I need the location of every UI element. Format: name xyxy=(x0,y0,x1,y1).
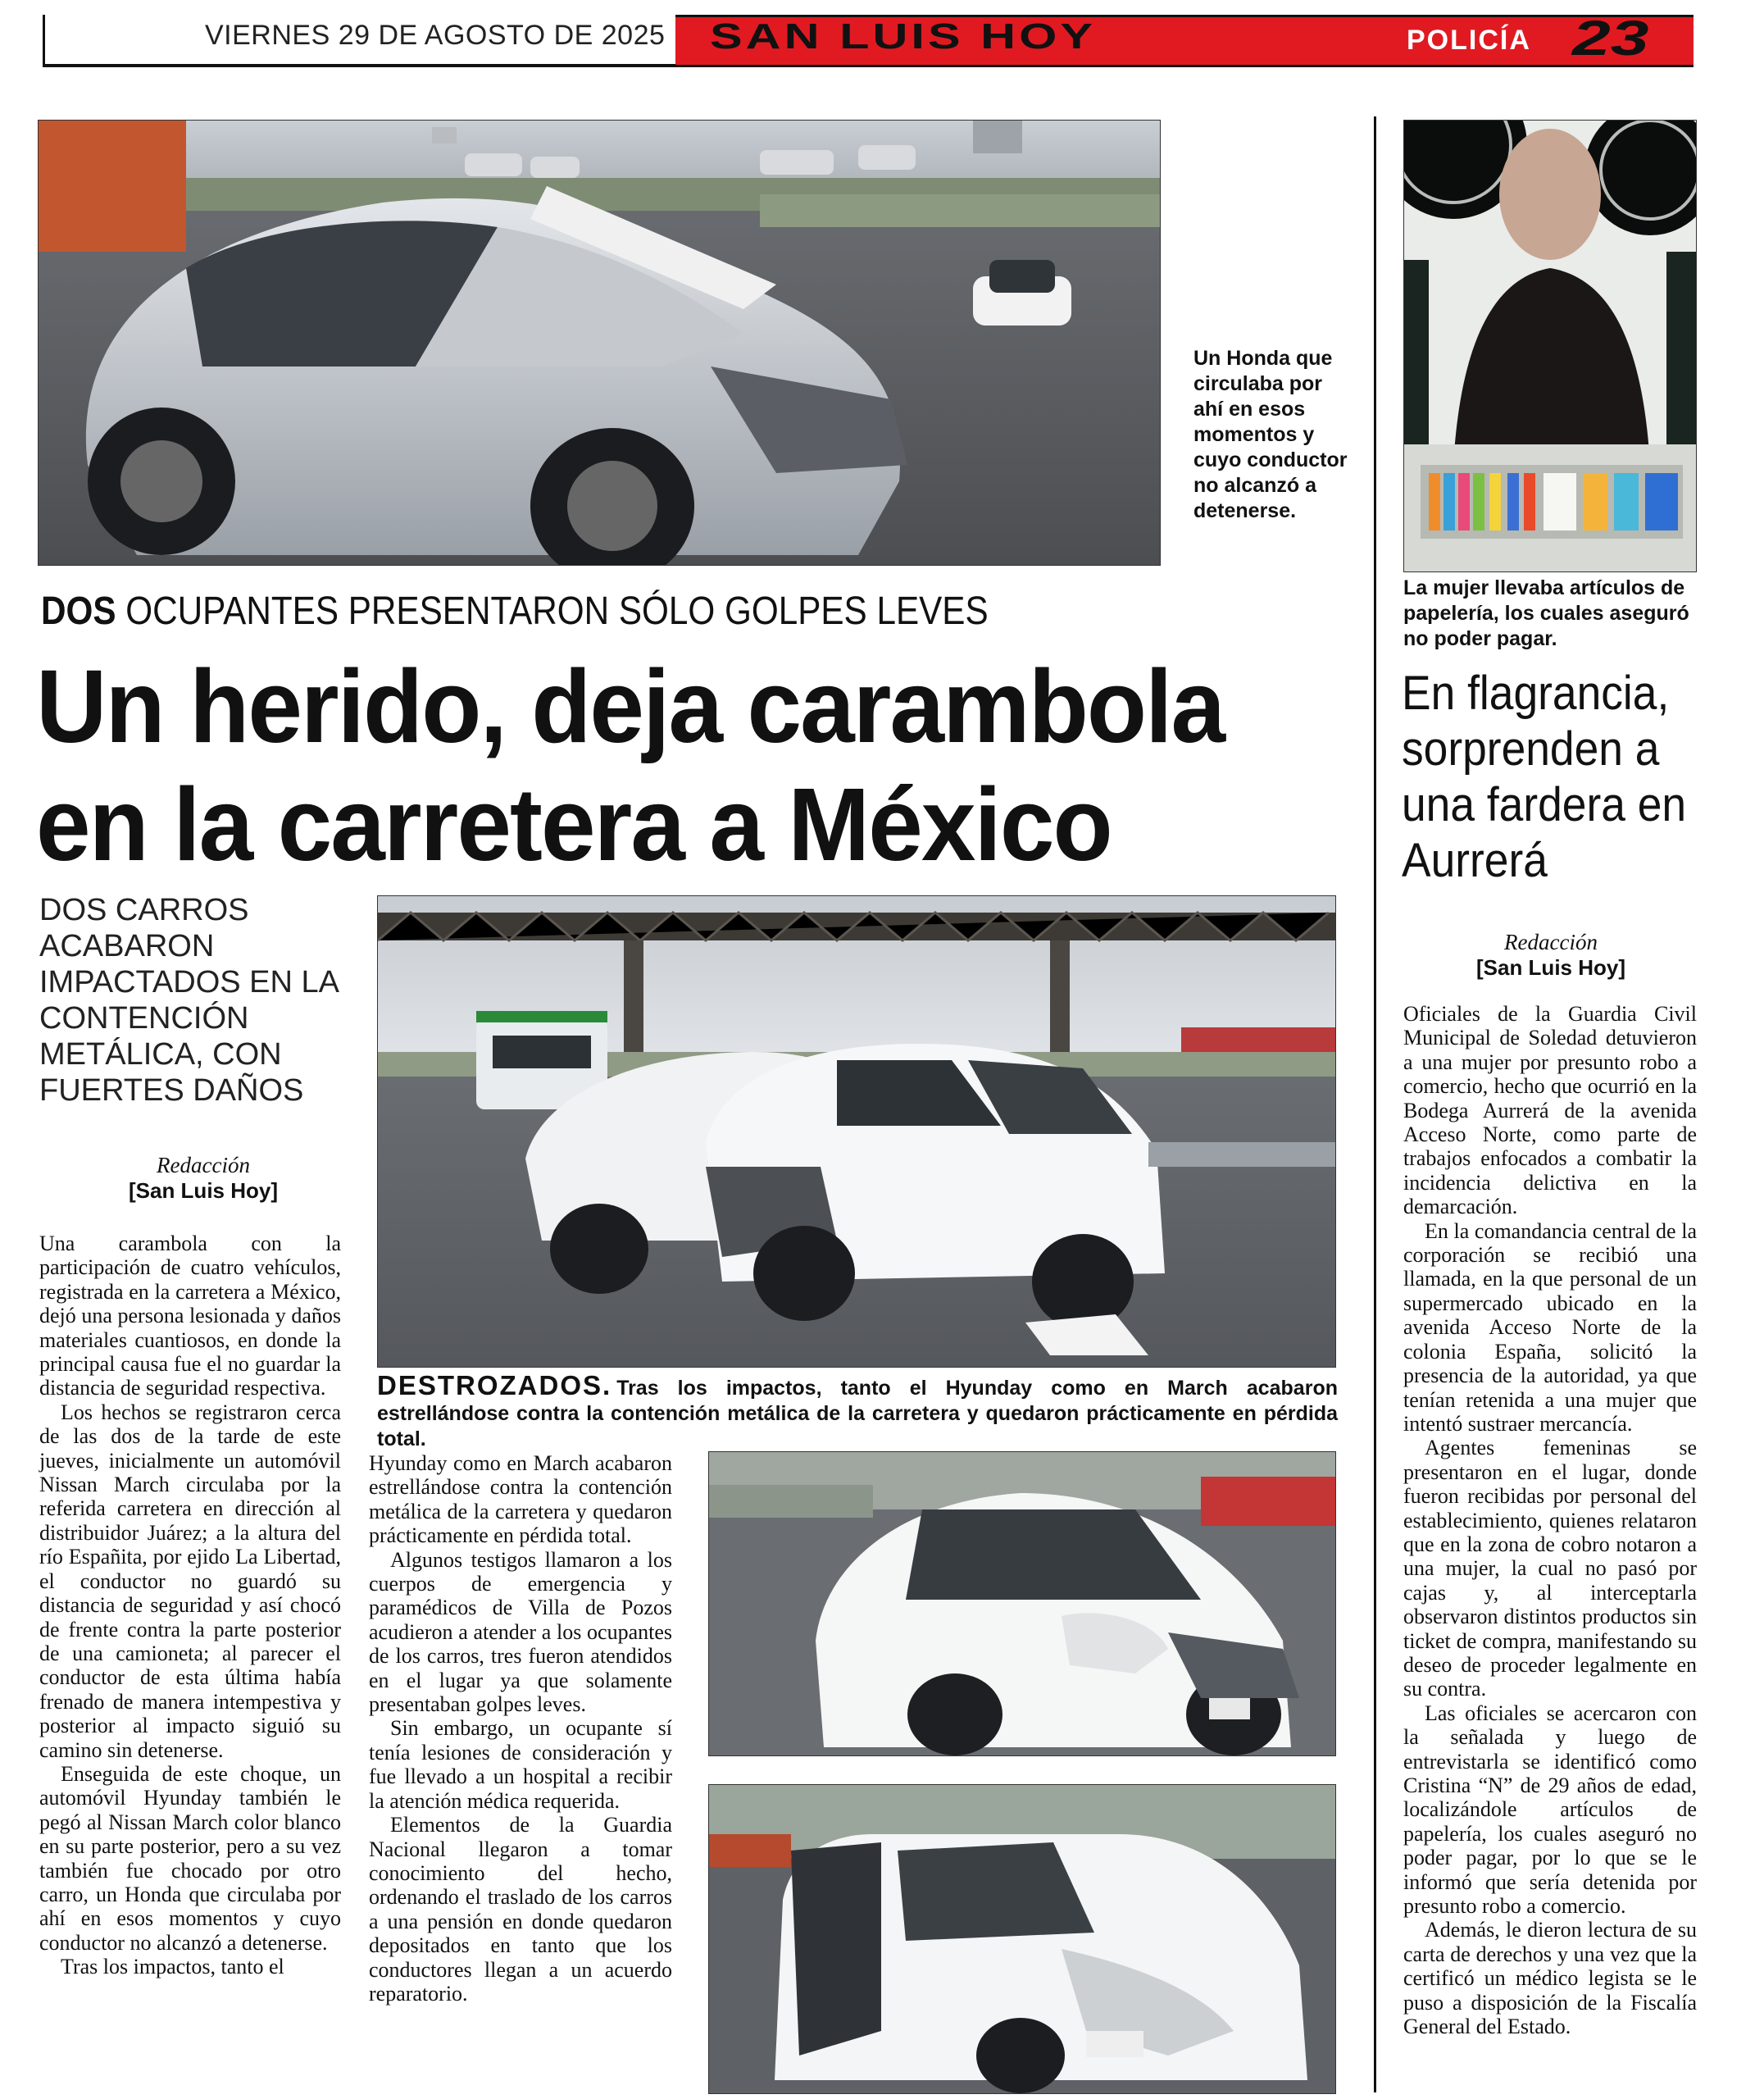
column-divider xyxy=(1374,116,1376,2092)
main-headline: Un herido, deja carambola en la carretera a México xyxy=(36,649,1225,882)
article-column-1 xyxy=(39,1232,341,1979)
byline-source: [San Luis Hoy] xyxy=(1475,955,1625,980)
paragraph: En la comandancia central de la corporación se recibió una llamada, en la que personal de un supermercado ubicado en la avenida Acceso Norte de la colonia España, solicitó la presencia de la autoridad, ya que tenían retenida a una mujer que intentó sustraer mercancía. xyxy=(1403,1218,1697,1436)
section-name: POLICÍA xyxy=(1407,25,1531,56)
story-deck: DOS CARROS ACABARON IMPACTADOS EN LA CONTENCIÓN METÁLICA, CON FUERTES DAÑOS xyxy=(39,893,338,1108)
byline xyxy=(39,1153,367,1204)
issue-date: VIERNES 29 DE AGOSTO DE 2025 xyxy=(205,20,666,51)
byline-name: Redacción xyxy=(157,1153,250,1177)
photo-destroyed-cars xyxy=(377,895,1336,1368)
byline-name: Redacción xyxy=(1504,930,1598,954)
caption-kicker: DESTROZADOS. xyxy=(377,1370,612,1400)
caption-text: Tras los impactos, tanto el Hyunday como en March acabaron estrellándose contra la contención metálica de la carretera y quedaron prácticamente en pérdida total. xyxy=(377,1377,1338,1450)
paragraph: Las oficiales se acercaron con la señalada y luego de entrevistarla se identificó como Cristina “N” de 29 años de edad, localizándole artículos de papelería, los cuales aseguró no poder pagar, por lo que se le informó que sería detenida por presunto robo a comercio. xyxy=(1403,1701,1697,1919)
article-column-2 xyxy=(369,1451,672,2006)
story-kicker xyxy=(41,589,989,634)
paragraph: Enseguida de este choque, un automóvil Hyunday también le pegó al Nissan March color blanco en su parte posterior, pero a su vez también fue chocado por otro carro, un Honda que circulaba por ahí en esos momentos y cuyo conductor no alcanzó a detenerse. xyxy=(39,1761,341,1955)
side-byline xyxy=(1403,930,1698,981)
paragraph: Sin embargo, un ocupante sí tenía lesiones de consideración y fue llevado a un hospital a recibir la atención médica requerida. xyxy=(369,1716,672,1813)
side-headline: En flagrancia, sorprenden a una fardera en Aurrerá xyxy=(1402,667,1687,887)
paragraph: Oficiales de la Guardia Civil Municipal de Soledad detuvieron a una mujer por presunto robo a comercio, hecho que ocurrió en la Bodega Aurrerá de la avenida Acceso Norte, como parte de trabajos enfocados a combatir la incidencia delictiva en la demarcación. xyxy=(1403,1002,1697,1219)
paragraph: Agentes femeninas se presentaron en el lugar, donde fueron recibidas por personal del establecimiento, quienes relataron que en la zona de cobro notaron a una mujer, la cual no pasó por cajas y, al interceptarla observaron distintos productos sin ticket de compra, manifestando su deseo de proceder legalmente en su contra. xyxy=(1403,1436,1697,1701)
paragraph: Algunos testigos llamaron a los cuerpos de emergencia y paramédicos de Villa de Pozos acudieron a atender a los ocupantes de los carros, tres fueron atendidos en el lugar ya que solamente presentaban golpes leves. xyxy=(369,1547,672,1717)
photo-honda-crash xyxy=(38,120,1161,566)
page-number: 23 xyxy=(1572,11,1649,66)
photo-detained-woman xyxy=(1403,120,1697,572)
kicker-text: OCUPANTES PRESENTARON SÓLO GOLPES LEVES xyxy=(125,590,989,633)
paragraph: Hyunday como en March acabaron estrellándose contra la contención metálica de la carretera y quedaron prácticamente en pérdida total. xyxy=(369,1451,672,1548)
side-article-column xyxy=(1403,1002,1697,2038)
photo-caption-honda: Un Honda que circulaba por ahí en esos momentos y cuyo conductor no alcanzó a detenerse. xyxy=(1193,347,1348,522)
photo-march-rear xyxy=(708,1784,1336,2094)
byline-source: [San Luis Hoy] xyxy=(128,1178,278,1203)
photo-march-front xyxy=(708,1451,1336,1756)
paragraph: Además, le dieron lectura de su carta de derechos y una vez que la certificó un médico legista se le puso a disposición de la Fiscalía General del Estado. xyxy=(1403,1918,1697,2039)
paragraph: Los hechos se registraron cerca de las dos de la tarde de este jueves, inicialmente un automóvil Nissan March circulaba por la referida carretera en dirección al distribuidor Juárez; a la altura del río Españita, por ejido La Libertad, el conductor no guardó su distancia de seguridad y así chocó de frente contra la parte posterior de una camioneta; al parecer el conductor de esta última había frenado de manera intempestiva y posterior al impacto siguió su camino sin detenerse. xyxy=(39,1400,341,1762)
kicker-bold: DOS xyxy=(41,590,116,633)
paragraph: Elementos de la Guardia Nacional llegaron a tomar conocimiento del hecho, ordenando el traslado de los carros a una pensión en donde quedaron depositados en tanto que los conductores llegan a un acuerdo reparatorio. xyxy=(369,1813,672,2006)
paragraph: Una carambola con la participación de cuatro vehículos, registrada en la carretera a México, dejó una persona lesionada y daños materiales cuantiosos, en donde la principal causa fue el no guardar la distancia de seguridad respectiva. xyxy=(39,1232,341,1400)
publication-name: SAN LUIS HOY xyxy=(710,16,1097,57)
paragraph: Tras los impactos, tanto el xyxy=(61,1955,284,1979)
photo-caption-main xyxy=(377,1370,1338,1452)
photo-caption-woman: La mujer llevaba artículos de papelería, los cuales aseguró no poder pagar. xyxy=(1403,576,1689,650)
